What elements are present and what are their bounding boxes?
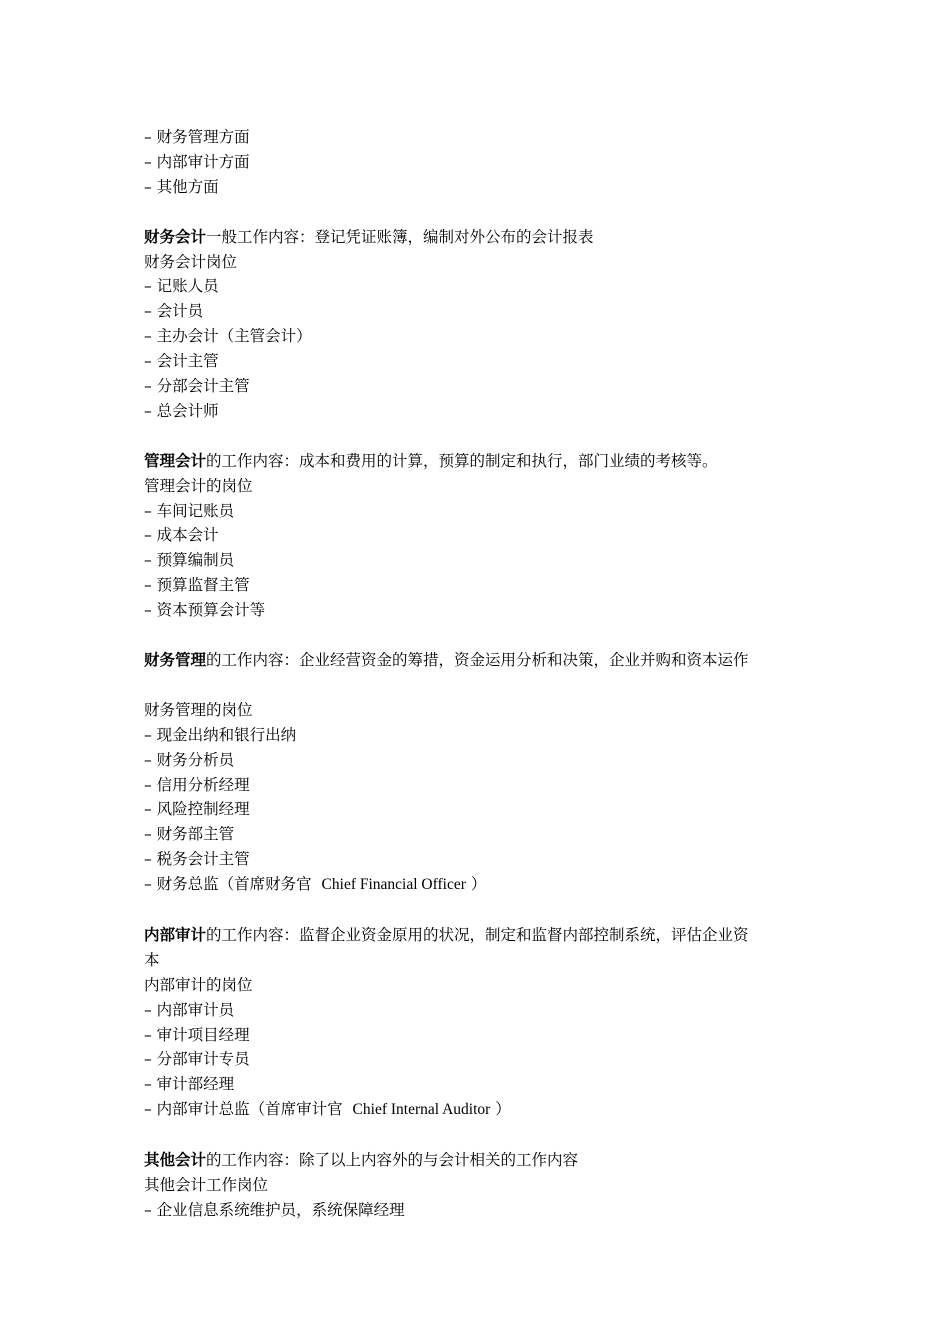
- list-item-suffix: ）: [490, 1100, 511, 1119]
- list-item: – 财务管理方面: [144, 128, 250, 146]
- list-item: – 内部审计方面: [144, 152, 250, 171]
- spacer: [144, 898, 824, 923]
- section-term: 管理会计: [144, 450, 207, 470]
- spacer: [144, 673, 824, 698]
- positions-title: 内部审计的岗位: [144, 975, 253, 994]
- intro-list: [144, 125, 824, 200]
- section-heading: [144, 1148, 824, 1173]
- list-item: – 分部会计主管: [144, 377, 250, 396]
- positions-title: 管理会计的岗位: [144, 476, 253, 495]
- list-item: – 企业信息系统维护员，系统保障经理: [144, 1200, 405, 1219]
- spacer: [144, 623, 824, 648]
- list-item: – 成本会计: [144, 526, 219, 545]
- section-description-continued: 本: [144, 950, 160, 969]
- section-term: 财务会计: [144, 226, 207, 246]
- section-term: 内部审计: [144, 924, 207, 944]
- list-item: – 分部审计专员: [144, 1050, 250, 1069]
- spacer: [144, 424, 824, 449]
- section-management-accounting: [144, 449, 824, 623]
- spacer: [144, 200, 824, 225]
- english-title: Chief Financial Officer: [321, 876, 466, 894]
- list-item: – 主办会计（主管会计）: [144, 327, 312, 346]
- list-item: – 预算监督主管: [144, 576, 250, 595]
- section-heading: [144, 923, 824, 948]
- section-description: 一般工作内容：登记凭证账簿，编制对外公布的会计报表: [206, 227, 594, 246]
- list-item: – 审计项目经理: [144, 1025, 250, 1044]
- section-description: 的工作内容：成本和费用的计算，预算的制定和执行，部门业绩的考核等。: [206, 451, 718, 470]
- list-item-prefix: – 财务总监（首席财务官: [144, 875, 322, 894]
- list-item: – 税务会计主管: [144, 850, 250, 869]
- list-item: – 会计员: [144, 302, 204, 321]
- document-body: [144, 125, 824, 1223]
- list-item: – 记账人员: [144, 277, 219, 296]
- list-item: – 财务分析员: [144, 750, 235, 769]
- list-item: – 总会计师: [144, 401, 219, 420]
- list-item: – 现金出纳和银行出纳: [144, 725, 297, 744]
- positions-title: 财务管理的岗位: [144, 700, 253, 719]
- spacer: [144, 1123, 824, 1148]
- list-item-suffix: ）: [465, 875, 487, 894]
- section-internal-audit: [144, 923, 824, 1123]
- section-heading: [144, 648, 824, 673]
- section-term: 财务管理: [144, 649, 207, 669]
- positions-title: 其他会计工作岗位: [144, 1175, 269, 1194]
- section-term: 其他会计: [144, 1150, 207, 1170]
- list-item: – 财务部主管: [144, 825, 235, 844]
- list-item: – 审计部经理: [144, 1075, 235, 1094]
- section-description: 的工作内容：除了以上内容外的与会计相关的工作内容: [206, 1151, 579, 1170]
- section-heading: [144, 449, 824, 474]
- section-description: 的工作内容：监督企业资金原用的状况，制定和监督内部控制系统，评估企业资: [206, 925, 749, 944]
- list-item: – 信用分析经理: [144, 775, 250, 794]
- list-item: – 预算编制员: [144, 551, 235, 570]
- english-title: Chief Internal Auditor: [352, 1101, 491, 1119]
- section-other-accounting: [144, 1148, 824, 1223]
- list-item-prefix: – 内部审计总监（首席审计官: [144, 1100, 353, 1119]
- list-item: – 资本预算会计等: [144, 601, 266, 620]
- list-item-cfo: [144, 872, 824, 898]
- section-description: 的工作内容：企业经营资金的筹措，资金运用分析和决策，企业并购和资本运作: [206, 650, 749, 669]
- list-item: – 其他方面: [144, 177, 219, 196]
- list-item: – 内部审计员: [144, 1000, 235, 1019]
- list-item: – 会计主管: [144, 352, 219, 371]
- positions-title: 财务会计岗位: [144, 252, 238, 271]
- list-item-cia: [144, 1097, 824, 1123]
- section-financial-management: [144, 648, 824, 898]
- section-financial-accounting: [144, 225, 824, 424]
- section-heading: [144, 225, 824, 250]
- list-item: – 车间记账员: [144, 501, 235, 520]
- list-item: – 风险控制经理: [144, 800, 250, 819]
